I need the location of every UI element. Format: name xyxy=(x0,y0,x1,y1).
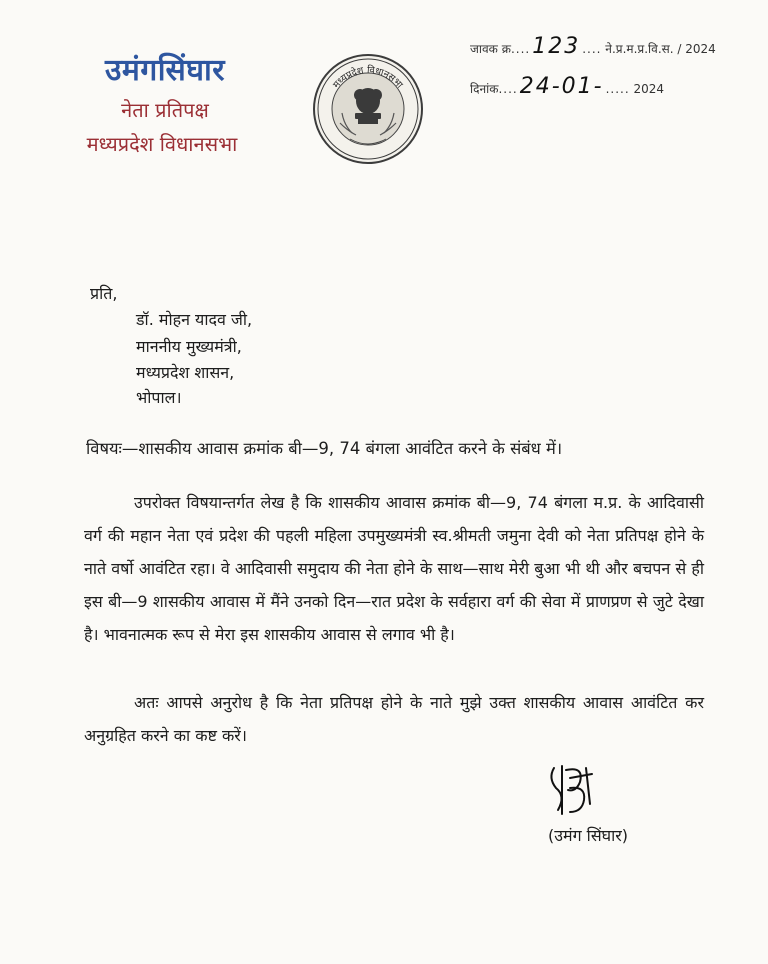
recipient-line: भोपाल। xyxy=(136,388,182,407)
body-paragraph: अतः आपसे अनुरोध है कि नेता प्रतिपक्ष होने के नाते मुझे उक्त शासकीय आवास आवंटित कर अनुग्रहित करने का कष्ट करें। xyxy=(84,693,704,745)
letter-subject: विषयः—शासकीय आवास क्रमांक बी—9, 74 बंगला आवंटित करने के संबंध में। xyxy=(86,439,563,458)
recipient-line: माननीय मुख्यमंत्री, xyxy=(136,337,242,356)
lion-capital-icon xyxy=(354,88,382,124)
recipient-line: मध्यप्रदेश शासन, xyxy=(136,363,235,382)
letterhead-designation: नेता प्रतिपक्ष xyxy=(121,98,209,122)
assembly-seal-icon xyxy=(312,53,424,165)
reference-date: दिनांक....24-01- ..... 2024 xyxy=(470,74,665,99)
letterhead-house: मध्यप्रदेश विधानसभा xyxy=(86,132,238,156)
signature-mark xyxy=(540,760,610,820)
recipient-salutation: प्रति, xyxy=(90,284,118,303)
seal-text: मध्यप्रदेश विधानसभा xyxy=(331,64,405,91)
signatory-name: (उमंग सिंघार) xyxy=(548,826,629,845)
reference-number-value: 123 xyxy=(532,34,581,59)
reference-date-value: 24-01- xyxy=(519,74,604,99)
recipient-line: डॉ. मोहन यादव जी, xyxy=(136,310,253,329)
body-paragraph: उपरोक्त विषयान्तर्गत लेख है कि शासकीय आवास क्रमांक बी—9, 74 बंगला म.प्र. के आदिवासी वर्ग की महान नेता एवं प्रदेश की पहली महिला उपमुख्यमंत्री स्व.श्रीमती जमुना देवी को नेता प्रतिपक्ष होने के नाते वर्षो आवंटित रहा। वे आदिवासी समुदाय की नेता होने के साथ—साथ मेरी बुआ भी थी और बचपन से ही इस बी—9 शासकीय आवास में मैंने उनको दिन—रात प्रदेश के सर्वहारा वर्ग की सेवा में प्राणप्रण से जुटे देखा है। भावनात्मक रूप से मेरा इस शासकीय आवास से लगाव भी है। xyxy=(84,493,704,644)
reference-number: जावक क्र....123 .... ने.प्र.म.प्र.वि.स. / 2024 xyxy=(470,34,716,59)
letterhead-name: उमंगसिंघार xyxy=(104,53,226,88)
